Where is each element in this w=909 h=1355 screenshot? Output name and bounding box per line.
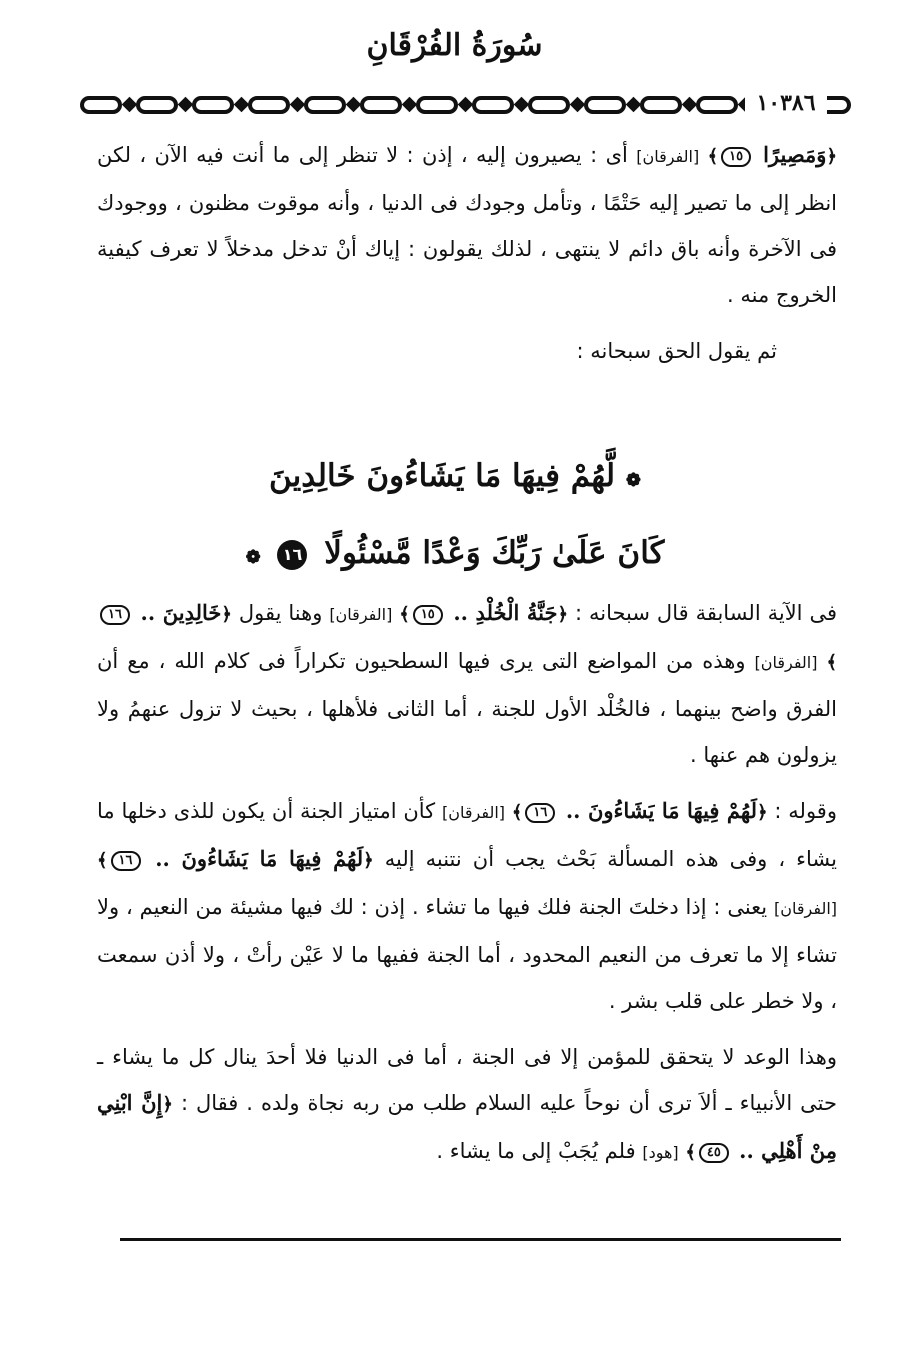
main-text-continued	[97, 590, 837, 1176]
quran-quote: ﴿لَهُمْ فِيهَا مَا يَشَاءُونَ .. ١٦﴾	[511, 798, 768, 823]
paragraph-2	[97, 328, 837, 374]
paragraph-text: ثم يقول الحق سبحانه :	[576, 339, 777, 363]
surah-reference: [الفرقان]	[329, 605, 393, 624]
footer-rule	[120, 1238, 841, 1241]
surah-title: سُورَةُ الفُرْقَانِ	[366, 28, 543, 63]
ornamental-border	[78, 90, 853, 120]
quran-quote: ﴿خَالِدِينَ .. ١٦﴾	[97, 600, 837, 673]
surah-reference: [الفرقان]	[636, 147, 700, 166]
quran-quote: ﴿لَهُمْ فِيهَا مَا يَشَاءُونَ .. ١٦﴾	[97, 846, 374, 871]
verse-line-1: ❁ لَّهُمْ فِيهَا مَا يَشَاءُونَ خَالِدِينَ	[269, 458, 641, 494]
surah-reference: [الفرقان]	[774, 899, 837, 918]
ayah-number: ١٦	[525, 803, 555, 823]
verse-open-ornament: ❁	[625, 470, 641, 491]
verse-close-ornament: ❁	[245, 547, 261, 568]
ayah-number: ١٦	[100, 605, 130, 625]
surah-reference: [هود]	[642, 1143, 679, 1162]
paragraph-text: أى : يصيرون إليه ، إذن : لا تنظر إلى ما أنت فيه الآن ، لكن انظر إلى ما تصير إليه حَتْمًا ، وتأمل وجودك فى الدنيا ، وأنه موقوت مظنون ، ووجودك فى الآخرة وأنه باق دائم لا ينتهى ، لذلك يقولون : إياك أنْ تدخل مدخلاً لا تعرف كيفية الخروج منه .	[97, 143, 837, 307]
page-number: ١٠٣٨٦	[745, 88, 827, 118]
paragraph-3: فى الآية السابقة قال سبحانه : ﴿جَنَّةُ الْخُلْدِ .. ١٥﴾ [الفرقان] وهنا يقول ﴿خَالِدِينَ .. ١٦﴾ [الفرقان] وهذه من المواضع التى يرى فيها السطحيون تكراراً فى كلام الله ، مع أن الفرق واضح بينهما ، فالخُلْد الأول للجنة ، أما الثانى فلأهلها ، بحيث لا تزول عنهمُ ولا يزولون هم عنها .	[97, 600, 837, 767]
surah-reference: [الفرقان]	[442, 803, 506, 822]
ayah-number: ١٦	[111, 851, 141, 871]
surah-reference: [الفرقان]	[754, 653, 818, 672]
paragraph-5: وهذا الوعد لا يتحقق للمؤمن إلا فى الجنة ، أما فى الدنيا فلا أحدَ ينال كل ما يشاء ـ حتى الأنبياء ـ ألاَ ترى أن نوحاً عليه السلام طلب من ربه نجاة ولده . فقال : ﴿إِنَّ ابْنِي مِنْ أَهْلِي .. ٤٥﴾ [هود] فلم يُجَبْ إلى ما يشاء .	[97, 1045, 837, 1163]
ayah-number: ١٥	[721, 147, 751, 167]
verse-line-2: كَانَ عَلَىٰ رَبِّكَ وَعْدًا مَّسْئُولًا ١٦ ❁	[245, 535, 665, 571]
quran-quote: ﴿جَنَّةُ الْخُلْدِ .. ١٥﴾	[399, 600, 569, 625]
paragraph-4: وقوله : ﴿لَهُمْ فِيهَا مَا يَشَاءُونَ .. ١٦﴾ [الفرقان] كأن امتياز الجنة أن يكون للذى دخلها ما يشاء ، وفى هذه المسألة بَحْث يجب أن نتنبه إليه ﴿لَهُمْ فِيهَا مَا يَشَاءُونَ .. ١٦﴾ [الفرقان] يعنى : إذا دخلتَ الجنة فلك فيها ما تشاء . إذن : لك فيها مشيئة من النعيم ، ولا تشاء إلا ما تعرف من النعيم المحدود ، أما الجنة ففيها ما لا عَيْن رأتْ ، ولا أذن سمعت ، ولا خطر على قلب بشر .	[97, 798, 838, 1013]
quran-verse-block	[220, 440, 690, 594]
quran-quote: ﴿إِنَّ ابْنِي مِنْ أَهْلِي .. ٤٥﴾	[97, 1090, 837, 1163]
main-text	[97, 132, 837, 374]
quran-quote: ﴿وَمَصِيرًا ١٥﴾	[707, 142, 837, 167]
paragraph-1	[97, 132, 837, 318]
verse-number: ١٦	[277, 540, 307, 570]
ayah-number: ١٥	[413, 605, 443, 625]
ayah-number: ٤٥	[699, 1143, 729, 1163]
